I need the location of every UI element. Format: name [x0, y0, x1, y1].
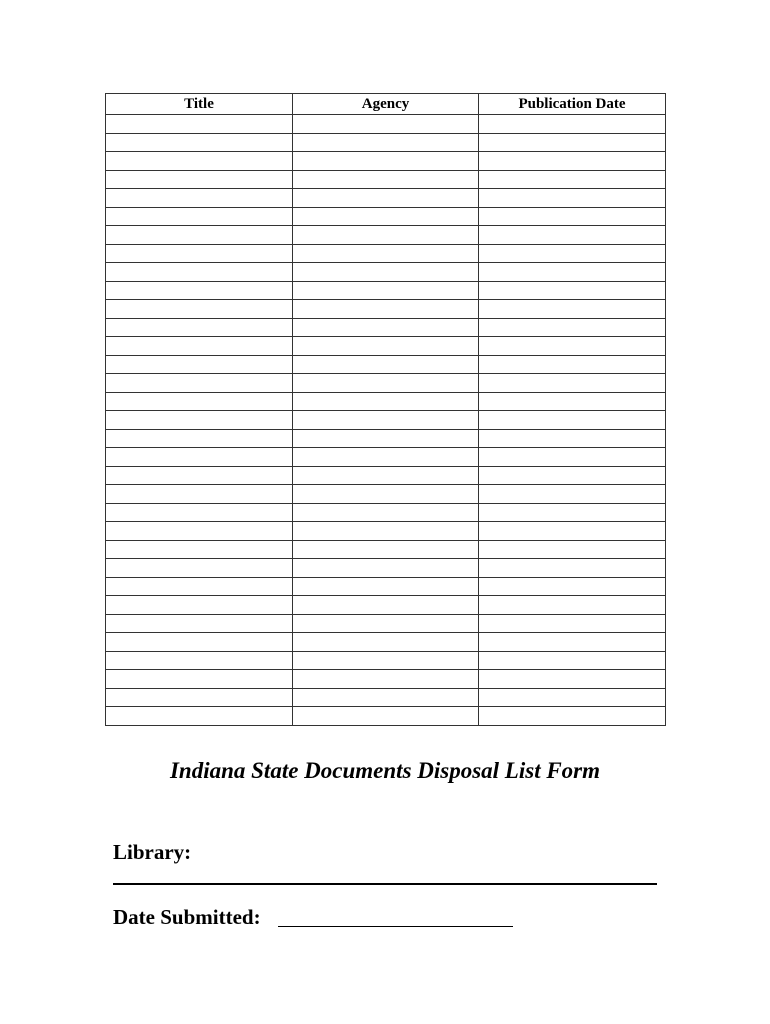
- date-submitted-label: Date Submitted:: [113, 905, 261, 929]
- table-cell[interactable]: [293, 281, 479, 300]
- table-row: [106, 577, 666, 596]
- table-cell[interactable]: [106, 522, 293, 541]
- table-cell[interactable]: [106, 337, 293, 356]
- table-cell[interactable]: [106, 559, 293, 578]
- table-cell[interactable]: [479, 540, 666, 559]
- table-cell[interactable]: [479, 448, 666, 467]
- table-cell[interactable]: [106, 503, 293, 522]
- table-cell[interactable]: [479, 152, 666, 171]
- table-row: [106, 170, 666, 189]
- table-cell[interactable]: [479, 300, 666, 319]
- library-input-line[interactable]: [113, 883, 657, 885]
- table-row: [106, 429, 666, 448]
- table-row: [106, 207, 666, 226]
- table-cell[interactable]: [293, 300, 479, 319]
- table-cell[interactable]: [106, 707, 293, 726]
- table-row: [106, 115, 666, 134]
- table-cell[interactable]: [106, 152, 293, 171]
- table-cell[interactable]: [479, 244, 666, 263]
- table-cell[interactable]: [106, 244, 293, 263]
- table-cell[interactable]: [106, 688, 293, 707]
- table-cell[interactable]: [293, 170, 479, 189]
- table-cell[interactable]: [106, 133, 293, 152]
- table-cell[interactable]: [479, 207, 666, 226]
- table-cell[interactable]: [479, 355, 666, 374]
- table-cell[interactable]: [293, 189, 479, 208]
- table-cell[interactable]: [479, 633, 666, 652]
- table-cell[interactable]: [293, 374, 479, 393]
- table-cell[interactable]: [106, 651, 293, 670]
- table-cell[interactable]: [479, 318, 666, 337]
- table-cell[interactable]: [479, 189, 666, 208]
- table-cell[interactable]: [479, 133, 666, 152]
- table-cell[interactable]: [293, 226, 479, 245]
- table-cell[interactable]: [106, 540, 293, 559]
- table-cell[interactable]: [479, 577, 666, 596]
- table-cell[interactable]: [293, 429, 479, 448]
- table-row: [106, 337, 666, 356]
- table-cell[interactable]: [106, 374, 293, 393]
- table-cell[interactable]: [293, 670, 479, 689]
- table-cell[interactable]: [106, 577, 293, 596]
- table-cell[interactable]: [106, 281, 293, 300]
- table-row: [106, 281, 666, 300]
- table-cell[interactable]: [293, 152, 479, 171]
- table-cell[interactable]: [479, 596, 666, 615]
- table-cell[interactable]: [106, 485, 293, 504]
- table-cell[interactable]: [106, 614, 293, 633]
- date-submitted-input-line[interactable]: [278, 926, 513, 927]
- form-title: Indiana State Documents Disposal List Form: [169, 758, 601, 783]
- table-cell[interactable]: [293, 115, 479, 134]
- table-cell[interactable]: [479, 670, 666, 689]
- table-row: [106, 540, 666, 559]
- table-row: [106, 226, 666, 245]
- table-cell[interactable]: [106, 448, 293, 467]
- table-cell[interactable]: [479, 337, 666, 356]
- table-cell[interactable]: [479, 614, 666, 633]
- table-cell[interactable]: [293, 392, 479, 411]
- table-cell[interactable]: [106, 670, 293, 689]
- table-cell[interactable]: [293, 559, 479, 578]
- table-cell[interactable]: [293, 133, 479, 152]
- table-cell[interactable]: [479, 559, 666, 578]
- table-cell[interactable]: [106, 596, 293, 615]
- table-cell[interactable]: [293, 577, 479, 596]
- table-row: [106, 688, 666, 707]
- table-row: [106, 448, 666, 467]
- table-row: [106, 559, 666, 578]
- table-row: [106, 189, 666, 208]
- table-cell[interactable]: [479, 522, 666, 541]
- column-header-publication-date: Publication Date: [479, 94, 666, 115]
- table-cell[interactable]: [293, 503, 479, 522]
- table-cell[interactable]: [293, 688, 479, 707]
- table-cell[interactable]: [106, 392, 293, 411]
- column-header-title: Title: [106, 94, 293, 115]
- table-cell[interactable]: [293, 540, 479, 559]
- table-cell[interactable]: [479, 281, 666, 300]
- table-cell[interactable]: [479, 374, 666, 393]
- table-row: [106, 244, 666, 263]
- table-row: [106, 392, 666, 411]
- table-cell[interactable]: [479, 226, 666, 245]
- table-body: [106, 115, 666, 726]
- table-cell[interactable]: [106, 355, 293, 374]
- table-cell[interactable]: [293, 614, 479, 633]
- table-row: [106, 133, 666, 152]
- table-cell[interactable]: [293, 355, 479, 374]
- column-header-agency: Agency: [293, 94, 479, 115]
- table-cell[interactable]: [479, 707, 666, 726]
- table-cell[interactable]: [479, 688, 666, 707]
- table-row: [106, 374, 666, 393]
- table-cell[interactable]: [106, 300, 293, 319]
- table-cell[interactable]: [106, 466, 293, 485]
- table-row: [106, 651, 666, 670]
- table-cell[interactable]: [106, 170, 293, 189]
- table-row: [106, 522, 666, 541]
- table-cell[interactable]: [479, 651, 666, 670]
- table-row: [106, 318, 666, 337]
- table-cell[interactable]: [479, 411, 666, 430]
- table-row: [106, 466, 666, 485]
- table-cell[interactable]: [479, 170, 666, 189]
- table-row: [106, 633, 666, 652]
- table-row: [106, 707, 666, 726]
- table-row: [106, 614, 666, 633]
- table-cell[interactable]: [293, 263, 479, 282]
- table-cell[interactable]: [293, 244, 479, 263]
- table-row: [106, 503, 666, 522]
- table-row: [106, 263, 666, 282]
- table-cell[interactable]: [293, 448, 479, 467]
- table-cell[interactable]: [106, 226, 293, 245]
- table-cell[interactable]: [293, 707, 479, 726]
- table-row: [106, 300, 666, 319]
- table-row: [106, 485, 666, 504]
- table-cell[interactable]: [479, 263, 666, 282]
- table-cell[interactable]: [293, 651, 479, 670]
- table-cell[interactable]: [479, 503, 666, 522]
- table-cell[interactable]: [293, 485, 479, 504]
- table-cell[interactable]: [293, 596, 479, 615]
- table-cell[interactable]: [106, 207, 293, 226]
- table-cell[interactable]: [293, 522, 479, 541]
- library-label: Library:: [113, 840, 192, 864]
- table-row: [106, 596, 666, 615]
- table-header-row: [106, 94, 666, 115]
- table-cell[interactable]: [479, 115, 666, 134]
- table-cell[interactable]: [479, 466, 666, 485]
- table-cell[interactable]: [293, 318, 479, 337]
- table-row: [106, 355, 666, 374]
- table-cell[interactable]: [293, 337, 479, 356]
- table-cell[interactable]: [106, 318, 293, 337]
- table-cell[interactable]: [106, 263, 293, 282]
- table-cell[interactable]: [293, 207, 479, 226]
- table-cell[interactable]: [479, 392, 666, 411]
- table-cell[interactable]: [479, 485, 666, 504]
- table-cell[interactable]: [479, 429, 666, 448]
- table-cell[interactable]: [293, 466, 479, 485]
- table-cell[interactable]: [106, 633, 293, 652]
- table-cell[interactable]: [293, 633, 479, 652]
- table-cell[interactable]: [106, 429, 293, 448]
- table-row: [106, 411, 666, 430]
- table-cell[interactable]: [106, 189, 293, 208]
- table-cell[interactable]: [106, 115, 293, 134]
- table-cell[interactable]: [293, 411, 479, 430]
- table-row: [106, 670, 666, 689]
- table-cell[interactable]: [106, 411, 293, 430]
- disposal-list-table: [105, 93, 666, 726]
- table-row: [106, 152, 666, 171]
